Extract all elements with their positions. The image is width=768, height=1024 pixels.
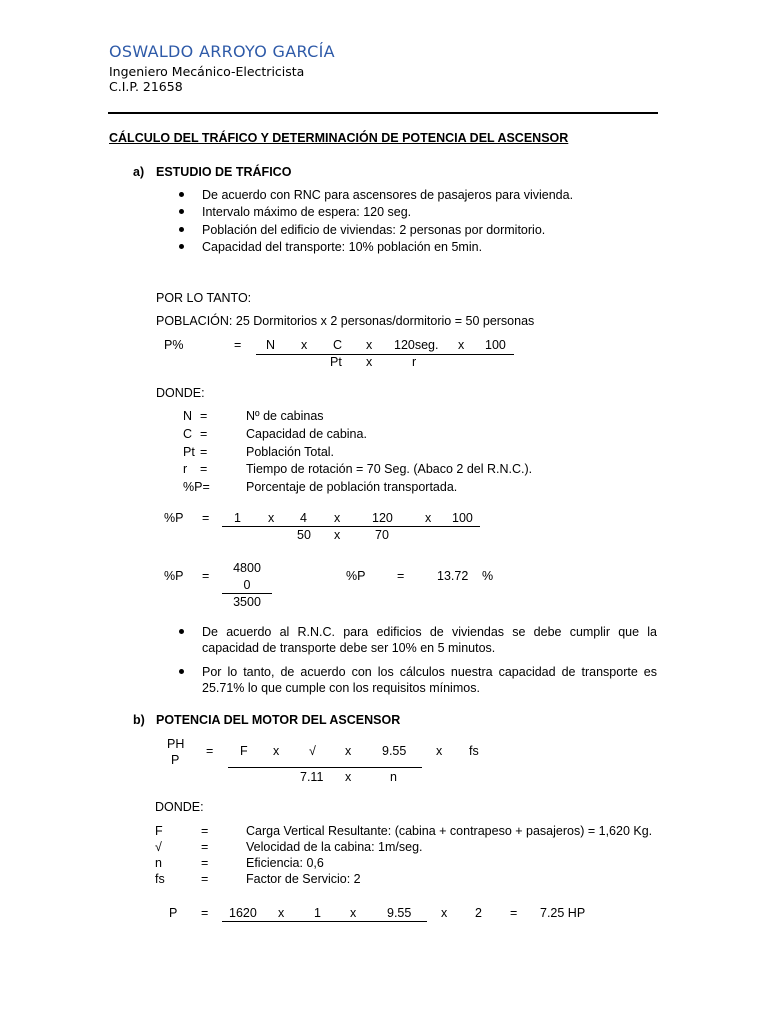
calc-operator: x [425, 511, 432, 525]
note-paragraph: De acuerdo al R.N.C. para edificios de viviendas se debe cumplir que la capacidad de transporte debe ser 10% en 5 minutos. [202, 625, 657, 655]
result-value: 7.25 HP [540, 906, 586, 920]
section-b-marker: b) [133, 713, 145, 727]
formula-operator: x [366, 355, 373, 369]
author-profession: Ingeniero Mecánico-Electricista [109, 64, 305, 79]
result-equals: = [397, 569, 405, 583]
poblacion-line: POBLACIÓN: 25 Dormitorios x 2 personas/dormitorio = 50 personas [156, 314, 535, 328]
result-operator: x [350, 906, 357, 920]
donde-label: DONDE: [156, 386, 205, 400]
bullet-dot [179, 227, 184, 232]
fraction-bar [256, 354, 514, 355]
header-divider [108, 112, 658, 114]
calc-numerator: 0 [243, 578, 251, 592]
definition-text: Nº de cabinas [246, 409, 324, 423]
formula-term: Pt [330, 355, 342, 369]
definition-text: Velocidad de la cabina: 1m/seg. [246, 840, 423, 854]
result-lhs: %P [346, 569, 366, 583]
definition-equals: = [201, 856, 209, 870]
result-equals: = [510, 906, 518, 920]
calc-numerator: 4800 [233, 561, 261, 575]
definition-equals: = [200, 409, 208, 423]
formula-operator: x [345, 770, 352, 784]
donde-label: DONDE: [155, 800, 204, 814]
bullet-dot [179, 209, 184, 214]
formula-term: 7.11 [300, 770, 324, 784]
list-item: Población del edificio de viviendas: 2 personas por dormitorio. [202, 223, 546, 237]
calc-term: 50 [297, 528, 311, 542]
bullet-dot [179, 244, 184, 249]
definition-text: Eficiencia: 0,6 [246, 856, 324, 870]
calc-operator: x [334, 511, 341, 525]
formula-lhs: P [171, 753, 180, 767]
calc-term: 120 [372, 511, 393, 525]
definition-text: Factor de Servicio: 2 [246, 872, 361, 886]
formula-operator: x [366, 338, 373, 352]
definition-symbol: √ [155, 840, 162, 854]
definition-symbol: %P= [183, 480, 210, 494]
definition-symbol: Pt [183, 445, 195, 459]
formula-term: N [266, 338, 276, 352]
definition-symbol: fs [155, 872, 165, 886]
formula-lhs: P% [164, 338, 184, 352]
definition-equals: = [201, 824, 209, 838]
fraction-bar [222, 593, 272, 594]
calc-term: 1 [234, 511, 241, 525]
bullet-dot [179, 192, 184, 197]
result-term: 9.55 [387, 906, 412, 920]
formula-term: r [412, 355, 417, 369]
result-term: 1620 [229, 906, 257, 920]
result-term: 1 [314, 906, 321, 920]
definition-text: Población Total. [246, 445, 335, 459]
fraction-bar [222, 526, 480, 527]
formula-lhs: PH [167, 737, 185, 751]
formula-term: 100 [485, 338, 506, 352]
formula-term: fs [469, 744, 479, 758]
author-cip: C.I.P. 21658 [109, 79, 183, 94]
definition-equals: = [201, 872, 209, 886]
document-title: CÁLCULO DEL TRÁFICO Y DETERMINACIÓN DE POTENCIA DEL ASCENSOR [109, 131, 569, 145]
formula-term: n [390, 770, 397, 784]
result-value: 13.72 [437, 569, 469, 583]
definition-text: Capacidad de cabina. [246, 427, 367, 441]
calc-term: 100 [452, 511, 473, 525]
definition-text: Tiempo de rotación = 70 Seg. (Abaco 2 del R.N.C.). [246, 462, 533, 476]
result-operator: x [441, 906, 448, 920]
list-item: De acuerdo con RNC para ascensores de pasajeros para vivienda. [202, 188, 574, 202]
definition-equals: = [200, 427, 208, 441]
definition-symbol: N [183, 409, 193, 423]
formula-equals: = [234, 338, 242, 352]
definition-equals: = [200, 462, 208, 476]
calc-operator: x [268, 511, 275, 525]
result-lhs: P [169, 906, 178, 920]
bullet-dot [179, 669, 184, 674]
definition-equals: = [201, 840, 209, 854]
list-item: Intervalo máximo de espera: 120 seg. [202, 205, 412, 219]
fraction-bar [228, 767, 422, 768]
calc-denominator: 3500 [233, 595, 261, 609]
result-term: 2 [475, 906, 482, 920]
formula-term: F [240, 744, 248, 758]
definition-symbol: F [155, 824, 163, 838]
calc-operator: x [334, 528, 341, 542]
result-unit: % [482, 569, 494, 583]
formula-operator: x [301, 338, 308, 352]
formula-term: 9.55 [382, 744, 407, 758]
formula-operator: x [273, 744, 280, 758]
result-equals: = [201, 906, 209, 920]
formula-term: C [333, 338, 343, 352]
bullet-dot [179, 629, 184, 634]
calc-lhs: %P [164, 569, 184, 583]
definition-symbol: r [183, 462, 188, 476]
formula-operator: x [345, 744, 352, 758]
result-operator: x [278, 906, 285, 920]
author-name: OSWALDO ARROYO GARCÍA [109, 42, 335, 61]
definition-text: Carga Vertical Resultante: (cabina + contrapeso + pasajeros) = 1,620 Kg. [246, 824, 653, 838]
definition-symbol: n [155, 856, 162, 870]
calc-equals: = [202, 569, 210, 583]
result-underline [222, 921, 427, 922]
section-a-marker: a) [133, 165, 145, 179]
definition-equals: = [200, 445, 208, 459]
section-b-heading: POTENCIA DEL MOTOR DEL ASCENSOR [156, 713, 401, 727]
formula-term: 120seg. [394, 338, 439, 352]
note-paragraph: Por lo tanto, de acuerdo con los cálculos nuestra capacidad de transporte es 25.71% lo que cumple con los requisitos mínimos. [202, 665, 657, 695]
calc-equals: = [202, 511, 210, 525]
section-a-heading: ESTUDIO DE TRÁFICO [156, 165, 292, 179]
formula-operator: x [458, 338, 465, 352]
formula-term: √ [309, 744, 316, 758]
formula-operator: x [436, 744, 443, 758]
definition-text: Porcentaje de población transportada. [246, 480, 458, 494]
formula-equals: = [206, 744, 214, 758]
calc-lhs: %P [164, 511, 184, 525]
calc-term: 70 [375, 528, 389, 542]
por-lo-tanto-label: POR LO TANTO: [156, 291, 252, 305]
calc-term: 4 [300, 511, 307, 525]
definition-symbol: C [183, 427, 193, 441]
list-item: Capacidad del transporte: 10% población en 5min. [202, 240, 483, 254]
